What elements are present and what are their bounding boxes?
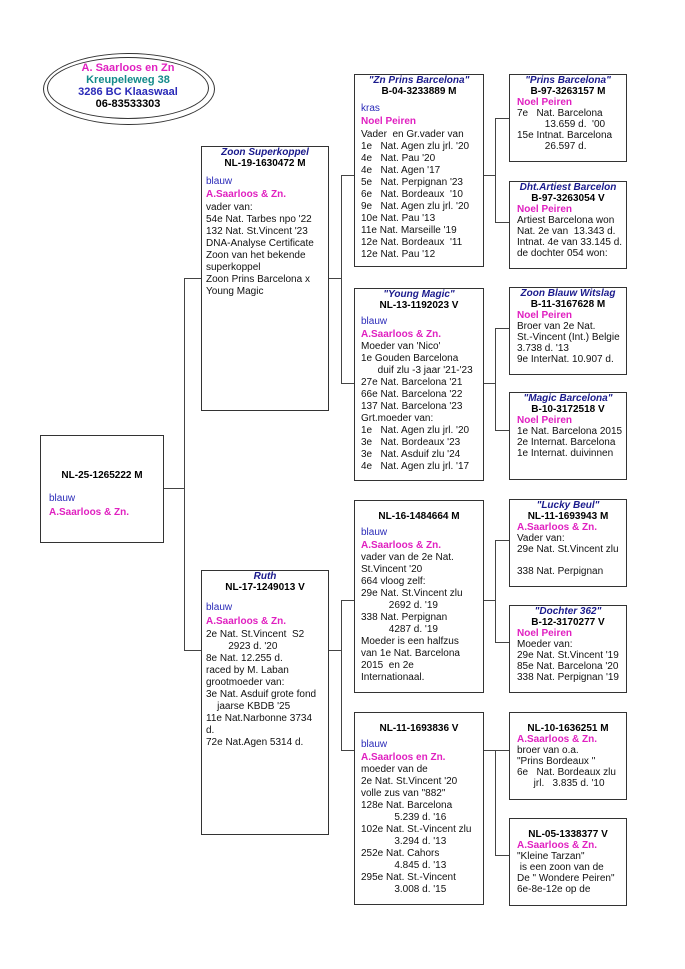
- sss-card: [509, 74, 627, 162]
- ddd-card: [509, 818, 627, 906]
- sire-line: Zoon Prins Barcelona x: [206, 274, 310, 285]
- dam-dam-line: 252e Nat. Cahors: [361, 848, 440, 859]
- sds-owner: Noel Peiren: [517, 310, 573, 321]
- dam-dam-card: [354, 712, 484, 905]
- dam-sire-line: 2692 d. '19: [361, 600, 438, 611]
- dss-owner: A.Saarloos & Zn.: [517, 522, 598, 533]
- dss-line: [517, 555, 626, 566]
- sire-dam-name: "Young Magic": [383, 289, 455, 300]
- sire-dam-line: 66e Nat. Barcelona '22: [361, 389, 463, 400]
- sds-ring: B-11-3167628 M: [530, 299, 606, 310]
- dam-ring: NL-17-1249013 V: [225, 582, 305, 593]
- sire-dam-line: 3e Nat. Asduif zlu '24: [361, 449, 461, 460]
- dam-dam-line: 128e Nat. Barcelona: [361, 800, 453, 811]
- sire-name: Zoon Superkoppel: [221, 147, 309, 158]
- sds-line: Broer van 2e Nat.: [517, 321, 596, 332]
- dsd-card: [509, 605, 627, 693]
- breeder-name: A. Saarloos en Zn: [81, 62, 175, 74]
- sss-details: [517, 108, 626, 152]
- dam-dam-line: 295e Nat. St.-Vincent: [361, 872, 456, 883]
- dam-sire-line: Moeder is een halfzus: [361, 636, 459, 647]
- sire-dam-ring: NL-13-1192023 V: [379, 300, 459, 311]
- sdd-details: [517, 426, 626, 459]
- dam-sire-line: 664 vloog zelf:: [361, 576, 426, 587]
- sss-line: 26.597 d.: [517, 141, 587, 152]
- dds-owner: A.Saarloos & Zn.: [517, 734, 598, 745]
- sire-sire-line: Vader en Gr.vader van: [361, 129, 464, 140]
- sire-sire-line: 1e Nat. Agen zlu jrl. '20: [361, 141, 470, 152]
- sds-card: [509, 287, 627, 375]
- dam-sire-line: vader van de 2e Nat.: [361, 552, 454, 563]
- sds-details: [517, 321, 626, 365]
- sire-line: 54e Nat. Tarbes npo '22: [206, 214, 312, 225]
- sire-dam-line: 1e Gouden Barcelona: [361, 353, 459, 364]
- sire-sire-line: 6e Nat. Bordeaux '10: [361, 189, 463, 200]
- dsd-line: Moeder van:: [517, 639, 573, 650]
- sire-sire-line: 5e Nat. Perpignan '23: [361, 177, 463, 188]
- sdd-ring: B-10-3172518 V: [531, 404, 605, 415]
- dam-line: 8e Nat. 12.255 d.: [206, 653, 283, 664]
- sire-dam-line: 1e Nat. Agen zlu jrl. '20: [361, 425, 470, 436]
- sire-sire-line: 4e Nat. Pau '20: [361, 153, 436, 164]
- ssd-details: [517, 215, 626, 259]
- dsd-owner: Noel Peiren: [517, 628, 573, 639]
- dam-dam-ring: NL-11-1693836 V: [379, 723, 459, 734]
- dam-sire-line: 2015 en 2e: [361, 660, 414, 671]
- dam-line: 72e Nat.Agen 5314 d.: [206, 737, 304, 748]
- sire-owner: A.Saarloos & Zn.: [206, 189, 287, 200]
- dsd-details: [517, 639, 626, 683]
- dam-name: Ruth: [253, 571, 277, 582]
- ddd-line: 6e-8e-12e op de: [517, 884, 591, 895]
- dam-card: [201, 570, 329, 835]
- dam-dam-line: 4.845 d. '13: [361, 860, 447, 871]
- dam-sire-line: Internationaal.: [361, 672, 425, 683]
- dam-color: blauw: [206, 602, 233, 613]
- dam-line: 2e Nat. St.Vincent S2: [206, 629, 305, 640]
- sire-line: Zoon van het bekende: [206, 250, 306, 261]
- ddd-line: De " Wondere Peiren": [517, 873, 615, 884]
- dds-line: 6e Nat. Bordeaux zlu: [517, 767, 616, 778]
- dam-dam-line: moeder van de: [361, 764, 428, 775]
- dss-line: 29e Nat. St.Vincent zlu: [517, 544, 619, 555]
- sire-sire-line: 12e Nat. Bordeaux '11: [361, 237, 463, 248]
- dam-line: grootmoeder van:: [206, 677, 285, 688]
- sire-line: 132 Nat. St.Vincent '23: [206, 226, 308, 237]
- dds-card: [509, 712, 627, 800]
- subject-owner: A.Saarloos & Zn.: [49, 507, 130, 518]
- sss-line: 13.659 d. '00: [517, 119, 606, 130]
- dsd-line: 85e Nat. Barcelona '20: [517, 661, 619, 672]
- ssd-line: Nat. 2e van 13.343 d.: [517, 226, 616, 237]
- sss-name: "Prins Barcelona": [525, 75, 611, 86]
- dds-line: "Prins Bordeaux ": [517, 756, 596, 767]
- breeder-card: [47, 57, 209, 119]
- sire-dam-owner: A.Saarloos & Zn.: [361, 329, 442, 340]
- dam-line: jaarse KBDB '25: [206, 701, 291, 712]
- sire-dam-line: Moeder van 'Nico': [361, 341, 441, 352]
- dam-dam-line: 3.008 d. '15: [361, 884, 447, 895]
- dam-line: 3e Nat. Asduif grote fond: [206, 689, 317, 700]
- sire-sire-name: "Zn Prins Barcelona": [368, 75, 470, 86]
- dam-sire-line: St.Vincent '20: [361, 564, 423, 575]
- sire-line: superkoppel: [206, 262, 261, 273]
- subject-card: [40, 435, 164, 543]
- dsd-line: 29e Nat. St.Vincent '19: [517, 650, 619, 661]
- dam-dam-line: 3.294 d. '13: [361, 836, 447, 847]
- sire-ring: NL-19-1630472 M: [224, 158, 306, 169]
- ssd-line: Intnat. 4e van 33.145 d.: [517, 237, 623, 248]
- dss-ring: NL-11-1693943 M: [527, 511, 609, 522]
- sire-details: [206, 202, 328, 298]
- sire-sire-owner: Noel Peiren: [361, 116, 417, 127]
- sds-line: 3.738 d. '13: [517, 343, 569, 354]
- sire-dam-line: 4e Nat. Agen zlu jrl. '17: [361, 461, 470, 472]
- sire-sire-line: 4e Nat. Agen '17: [361, 165, 441, 176]
- ddd-line: "Kleine Tarzan": [517, 851, 585, 862]
- dam-sire-details: [361, 552, 483, 684]
- sds-line: St.-Vincent (Int.) Belgie: [517, 332, 620, 343]
- dam-sire-card: [354, 500, 484, 693]
- dam-sire-ring: NL-16-1484664 M: [378, 511, 460, 522]
- dam-sire-line: 4287 d. '19: [361, 624, 438, 635]
- sire-dam-card: [354, 288, 484, 481]
- dam-dam-color: blauw: [361, 739, 388, 750]
- dam-dam-line: 5.239 d. '16: [361, 812, 447, 823]
- sire-dam-line: Grt.moeder van:: [361, 413, 434, 424]
- sss-line: 7e Nat. Barcelona: [517, 108, 603, 119]
- dsd-ring: B-12-3170277 V: [531, 617, 605, 628]
- sire-sire-line: 12e Nat. Pau '12: [361, 249, 436, 260]
- sire-dam-line: duif zlu -3 jaar '21-'23: [361, 365, 473, 376]
- ssd-owner: Noel Peiren: [517, 204, 573, 215]
- sire-sire-line: 11e Nat. Marseille '19: [361, 225, 457, 236]
- sdd-card: [509, 392, 627, 480]
- dam-dam-line: 102e Nat. St.-Vincent zlu: [361, 824, 472, 835]
- dam-dam-line: volle zus van "882": [361, 788, 446, 799]
- sire-sire-line: 9e Nat. Agen zlu jrl. '20: [361, 201, 470, 212]
- subject-color: blauw: [49, 493, 76, 504]
- dds-details: [517, 745, 626, 789]
- dam-line: 2923 d. '20: [206, 641, 278, 652]
- sire-line: DNA-Analyse Certificate: [206, 238, 314, 249]
- sire-dam-details: [361, 341, 483, 473]
- sdd-line: 2e Internat. Barcelona: [517, 437, 616, 448]
- dds-ring: NL-10-1636251 M: [527, 723, 609, 734]
- sire-sire-details: [361, 129, 483, 261]
- dss-name: "Lucky Beul": [536, 500, 600, 511]
- dam-dam-details: [361, 764, 483, 896]
- dam-owner: A.Saarloos & Zn.: [206, 616, 287, 627]
- dss-details: [517, 533, 626, 577]
- ddd-details: [517, 851, 626, 895]
- sss-line: 15e Intnat. Barcelona: [517, 130, 613, 141]
- dam-details: [206, 629, 328, 749]
- sire-dam-line: 27e Nat. Barcelona '21: [361, 377, 463, 388]
- sire-card: [201, 146, 329, 411]
- ssd-line: de dochter 054 won:: [517, 248, 608, 259]
- dam-sire-color: blauw: [361, 527, 388, 538]
- dam-line: d.: [206, 725, 215, 736]
- dam-sire-line: 338 Nat. Perpignan: [361, 612, 448, 623]
- dds-line: jrl. 3.835 d. '10: [517, 778, 605, 789]
- dss-line: 338 Nat. Perpignan: [517, 566, 604, 577]
- sdd-line: 1e Nat. Barcelona 2015: [517, 426, 623, 437]
- ddd-ring: NL-05-1338377 V: [528, 829, 608, 840]
- ssd-name: Dht.Artiest Barcelon: [519, 182, 617, 193]
- sire-color: blauw: [206, 176, 233, 187]
- sire-sire-line: 10e Nat. Pau '13: [361, 213, 436, 224]
- dam-dam-line: 2e Nat. St.Vincent '20: [361, 776, 458, 787]
- dam-line: 11e Nat.Narbonne 3734: [206, 713, 313, 724]
- sire-dam-line: 3e Nat. Bordeaux '23: [361, 437, 461, 448]
- ssd-line: Artiest Barcelona won: [517, 215, 615, 226]
- dam-sire-line: 29e Nat. St.Vincent zlu: [361, 588, 463, 599]
- sds-line: 9e InterNat. 10.907 d.: [517, 354, 614, 365]
- dds-line: broer van o.a.: [517, 745, 579, 756]
- sire-dam-color: blauw: [361, 316, 388, 327]
- sss-ring: B-97-3263157 M: [530, 86, 606, 97]
- dam-line: raced by M. Laban: [206, 665, 289, 676]
- dss-line: Vader van:: [517, 533, 565, 544]
- ssd-ring: B-97-3263054 V: [531, 193, 605, 204]
- sire-line: vader van:: [206, 202, 253, 213]
- breeder-city: 3286 BC Klaaswaal: [78, 86, 178, 98]
- dam-sire-owner: A.Saarloos & Zn.: [361, 540, 442, 551]
- sss-owner: Noel Peiren: [517, 97, 573, 108]
- dam-sire-line: van 1e Nat. Barcelona: [361, 648, 460, 659]
- ddd-line: is een zoon van de: [517, 862, 604, 873]
- subject-ring: NL-25-1265222 M: [61, 470, 143, 481]
- sdd-name: "Magic Barcelona": [523, 393, 613, 404]
- sire-sire-color: kras: [361, 103, 380, 114]
- sdd-line: 1e Internat. duivinnen: [517, 448, 614, 459]
- sdd-owner: Noel Peiren: [517, 415, 573, 426]
- sire-sire-ring: B-04-3233889 M: [381, 86, 457, 97]
- sire-dam-line: 137 Nat. Barcelona '23: [361, 401, 463, 412]
- ssd-card: [509, 181, 627, 269]
- sire-line: Young Magic: [206, 286, 264, 297]
- dam-dam-owner: A.Saarloos en Zn.: [361, 752, 446, 763]
- sds-name: Zoon Blauw Witslag: [520, 288, 616, 299]
- dss-card: [509, 499, 627, 587]
- breeder-phone: 06-83533303: [95, 98, 161, 110]
- ddd-owner: A.Saarloos & Zn.: [517, 840, 598, 851]
- dsd-line: 338 Nat. Perpignan '19: [517, 672, 619, 683]
- dsd-name: "Dochter 362": [534, 606, 602, 617]
- breeder-street: Kreupeleweg 38: [86, 74, 170, 86]
- sire-sire-card: [354, 74, 484, 267]
